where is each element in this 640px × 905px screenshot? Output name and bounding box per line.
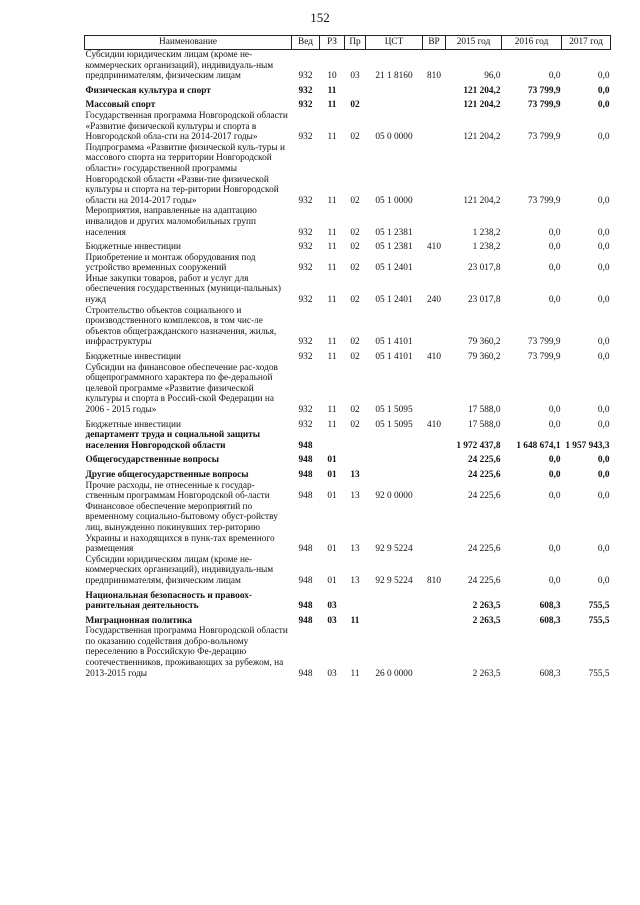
cell-2016: 0,0 <box>548 491 561 502</box>
cell-pr: 02 <box>350 419 360 430</box>
column-header-vr: ВР <box>423 36 446 50</box>
cell-vr <box>423 363 446 416</box>
cell-rz: 11 <box>327 263 337 274</box>
cell-2015: 2 263,5 <box>472 668 501 679</box>
cell-rz: 03 <box>327 601 337 612</box>
cell-pr <box>345 82 366 97</box>
cell-vr <box>423 96 446 111</box>
cell-rz: 11 <box>327 227 337 238</box>
cell-name: Строительство объектов социального и производственного комплексов, в том чис-ле объектов общегражданского назначения, жилья, инфраструктуры <box>85 305 277 348</box>
cell-2017: 0,0 <box>597 132 610 143</box>
cell-2015: 23 017,8 <box>467 263 501 274</box>
cell-ved: 948 <box>298 440 313 451</box>
cell-pr <box>345 587 366 612</box>
cell-rz: 11 <box>327 405 337 415</box>
cell-cst: 05 1 5095 <box>375 405 413 415</box>
cell-2017: 0,0 <box>597 455 610 466</box>
cell-2017: 0,0 <box>597 263 610 274</box>
cell-vr: 410 <box>427 419 441 430</box>
cell-ved: 948 <box>298 455 313 466</box>
table-row <box>85 348 611 363</box>
cell-cst: 05 1 2401 <box>375 263 413 274</box>
cell-2015: 121 204,2 <box>463 132 501 143</box>
cell-cst: 05 1 5095 <box>375 419 413 430</box>
cell-2017: 755,5 <box>588 601 610 612</box>
cell-rz: 11 <box>327 132 337 143</box>
cell-ved: 948 <box>298 668 313 679</box>
cell-cst <box>366 430 423 451</box>
table-row <box>85 466 611 481</box>
cell-vr <box>423 82 446 97</box>
cell-2015: 17 588,0 <box>467 405 501 415</box>
cell-rz: 01 <box>327 491 337 502</box>
column-header-2017: 2017 год <box>562 36 611 50</box>
cell-cst: 05 1 4101 <box>375 352 413 363</box>
cell-cst: 05 0 0000 <box>375 132 413 143</box>
cell-2016: 608,3 <box>539 601 561 612</box>
cell-rz: 03 <box>327 668 337 679</box>
column-header-ved: Вед <box>292 36 320 50</box>
table-row <box>85 416 611 431</box>
cell-name: Другие общегосударственные вопросы <box>85 469 249 480</box>
cell-2016: 1 648 674,1 <box>516 440 561 451</box>
cell-rz: 11 <box>327 242 337 253</box>
table-row <box>85 451 611 466</box>
cell-2015: 1 238,2 <box>472 242 501 253</box>
column-header-pr: Пр <box>345 36 366 50</box>
cell-cst <box>366 96 423 111</box>
table-row <box>85 253 611 274</box>
cell-ved: 948 <box>298 469 313 480</box>
cell-2015: 96,0 <box>484 71 501 82</box>
cell-2017: 0,0 <box>597 469 610 480</box>
cell-rz: 01 <box>327 455 337 466</box>
cell-vr: 810 <box>427 71 441 82</box>
cell-pr <box>345 451 366 466</box>
table-row <box>85 206 611 238</box>
cell-name: Прочие расходы, не отнесенные к государ-ственным программам Новгородской об-ласти <box>85 480 270 502</box>
cell-ved: 948 <box>298 491 313 502</box>
cell-rz: 10 <box>327 71 337 82</box>
cell-rz: 11 <box>327 337 337 348</box>
cell-name: Подпрограмма «Развитие физической куль-туры и массового спорта на территории Новгородской области» государственной программы Новгородской области «Разви-тие физической культуры и спорта на тер-ритории Новгородской области на 2014-2017 годы» <box>85 142 285 206</box>
table-row <box>85 96 611 111</box>
cell-2016: 0,0 <box>548 419 561 430</box>
cell-pr: 13 <box>350 491 360 502</box>
cell-vr: 410 <box>427 352 441 363</box>
cell-ved: 932 <box>298 295 313 306</box>
cell-cst: 26 0 0000 <box>375 668 413 679</box>
cell-pr: 11 <box>350 668 360 679</box>
cell-cst: 05 1 2381 <box>375 242 413 253</box>
cell-name: Бюджетные инвестиции <box>85 352 181 363</box>
cell-2015: 121 204,2 <box>463 195 501 206</box>
cell-vr <box>423 253 446 274</box>
cell-vr <box>423 502 446 555</box>
cell-2015: 2 263,5 <box>472 615 501 626</box>
cell-pr: 02 <box>350 227 360 238</box>
cell-2017: 0,0 <box>597 419 610 430</box>
cell-name: Миграционная политика <box>85 615 192 626</box>
cell-ved: 948 <box>298 601 313 612</box>
cell-2016: 73 799,9 <box>527 85 561 96</box>
cell-2015: 1 972 437,8 <box>456 440 501 451</box>
cell-pr: 02 <box>350 405 360 415</box>
cell-cst: 92 9 5224 <box>375 575 413 586</box>
cell-ved: 932 <box>298 227 313 238</box>
table-row <box>85 363 611 416</box>
table-body <box>85 50 611 680</box>
cell-cst: 92 9 5224 <box>375 544 413 555</box>
cell-ved: 932 <box>298 263 313 274</box>
column-header-cst: ЦСТ <box>366 36 423 50</box>
table-row <box>85 481 611 502</box>
cell-2017: 0,0 <box>597 405 610 415</box>
cell-2015: 79 360,2 <box>467 337 501 348</box>
cell-2016: 608,3 <box>539 615 561 626</box>
cell-2016: 0,0 <box>548 469 561 480</box>
column-header-2016: 2016 год <box>502 36 562 50</box>
cell-2016: 73 799,9 <box>527 132 561 143</box>
cell-ved: 932 <box>298 195 313 206</box>
cell-ved: 948 <box>298 544 313 555</box>
cell-name: Национальная безопасность и правоох-ранительная деятельность <box>85 590 252 612</box>
cell-name: Государственная программа Новгородской области по оказанию содействия добро-вольному переселению в Российскую Фе-дерацию соотечественников, проживающих за рубежом, на 2013-2015 годы <box>85 626 288 679</box>
cell-pr: 02 <box>350 242 360 253</box>
cell-pr: 02 <box>350 100 360 111</box>
table-row <box>85 111 611 143</box>
cell-name: Субсидии на финансовое обеспечение рас-ходов общепрограммного характера по фе-деральной целевой программе «Развитие физической культуры и спорта в Россий-ской Федерации на 2006 - 2015 годы» <box>85 362 278 415</box>
table-header-row <box>85 36 611 50</box>
cell-2016: 73 799,9 <box>527 195 561 206</box>
cell-pr <box>345 430 366 451</box>
cell-2017: 0,0 <box>597 491 610 502</box>
cell-cst <box>366 82 423 97</box>
cell-ved: 932 <box>298 405 313 415</box>
column-header-name: Наименование <box>85 36 292 50</box>
cell-pr: 02 <box>350 195 360 206</box>
cell-name: Субсидии юридическим лицам (кроме не-коммерческих организаций), индивидуаль-ным предпринимателям, физическим лицам <box>85 554 274 586</box>
cell-ved: 932 <box>298 71 313 82</box>
cell-vr <box>423 451 446 466</box>
cell-2016: 0,0 <box>548 455 561 466</box>
cell-name: Приобретение и монтаж оборудования под устройство временных сооружений <box>85 252 256 274</box>
cell-vr <box>423 306 446 348</box>
cell-2015: 2 263,5 <box>472 601 501 612</box>
cell-2017: 0,0 <box>597 575 610 586</box>
cell-vr: 410 <box>427 242 441 253</box>
cell-rz: 11 <box>327 352 337 363</box>
cell-vr <box>423 111 446 143</box>
cell-2017: 0,0 <box>597 71 610 82</box>
cell-name: Государственная программа Новгородской области «Развитие физической культуры и спорта в Новгородской обла-сти на 2014-2017 годы» <box>85 110 288 143</box>
cell-ved: 948 <box>298 575 313 586</box>
cell-2016: 0,0 <box>548 575 561 586</box>
cell-rz: 03 <box>327 615 337 626</box>
cell-name: Иные закупки товаров, работ и услуг для обеспечения государственных (муници-пальных) нужд <box>85 273 281 306</box>
cell-vr <box>423 587 446 612</box>
cell-vr: 810 <box>427 575 441 586</box>
cell-2017: 0,0 <box>597 227 610 238</box>
cell-2015: 121 204,2 <box>463 100 501 111</box>
table-row <box>85 555 611 587</box>
cell-ved: 932 <box>298 419 313 430</box>
cell-name: Субсидии юридическим лицам (кроме не-коммерческих организаций), индивидуаль-ным предпринимателям, физическим лицам <box>85 50 274 82</box>
cell-vr <box>423 612 446 627</box>
column-header-rz: РЗ <box>320 36 345 50</box>
cell-2016: 0,0 <box>548 71 561 82</box>
cell-vr <box>423 430 446 451</box>
cell-rz: 11 <box>327 295 337 306</box>
table-row <box>85 274 611 306</box>
cell-vr <box>423 466 446 481</box>
cell-2016: 608,3 <box>539 668 561 679</box>
table-row <box>85 626 611 679</box>
cell-2016: 0,0 <box>548 263 561 274</box>
cell-2015: 24 225,6 <box>467 455 501 466</box>
cell-2015: 1 238,2 <box>472 227 501 238</box>
cell-rz: 11 <box>327 419 337 430</box>
cell-2017: 1 957 943,3 <box>565 440 610 451</box>
cell-2017: 0,0 <box>597 544 610 555</box>
cell-2016: 73 799,9 <box>527 337 561 348</box>
table-row <box>85 502 611 555</box>
cell-vr <box>423 143 446 207</box>
table-row <box>85 306 611 348</box>
table-row <box>85 430 611 451</box>
table-row <box>85 50 611 82</box>
cell-name: Мероприятия, направленные на адаптацию инвалидов и других маломобильных групп населения <box>85 206 257 238</box>
cell-name: Бюджетные инвестиции <box>85 242 181 253</box>
cell-cst <box>366 466 423 481</box>
cell-pr: 13 <box>350 469 360 480</box>
cell-2016: 0,0 <box>548 295 561 306</box>
cell-2017: 755,5 <box>588 615 610 626</box>
cell-rz: 01 <box>327 544 337 555</box>
cell-cst: 05 1 0000 <box>375 195 413 206</box>
cell-2017: 755,5 <box>588 668 610 679</box>
cell-rz: 01 <box>327 575 337 586</box>
cell-pr: 13 <box>350 575 360 586</box>
cell-pr: 13 <box>350 544 360 555</box>
cell-2015: 24 225,6 <box>467 469 501 480</box>
cell-ved: 932 <box>298 100 313 111</box>
cell-ved: 932 <box>298 337 313 348</box>
cell-vr <box>423 481 446 502</box>
cell-ved: 932 <box>298 132 313 143</box>
cell-vr: 240 <box>427 295 441 306</box>
column-header-2015: 2015 год <box>446 36 502 50</box>
cell-2015: 24 225,6 <box>467 575 501 586</box>
table-row <box>85 143 611 207</box>
cell-name: Физическая культура и спорт <box>85 85 211 96</box>
cell-2015: 24 225,6 <box>467 491 501 502</box>
table-row <box>85 612 611 627</box>
cell-pr: 02 <box>350 337 360 348</box>
cell-2016: 73 799,9 <box>527 100 561 111</box>
cell-vr <box>423 206 446 238</box>
cell-vr <box>423 626 446 679</box>
cell-2017: 0,0 <box>597 85 610 96</box>
cell-2016: 0,0 <box>548 405 561 415</box>
cell-2017: 0,0 <box>597 352 610 363</box>
budget-table <box>84 35 611 679</box>
cell-name: департамент труда и социальной защиты населения Новгородской области <box>85 430 261 451</box>
cell-ved: 932 <box>298 352 313 363</box>
cell-cst <box>366 587 423 612</box>
cell-2017: 0,0 <box>597 295 610 306</box>
cell-ved: 932 <box>298 242 313 253</box>
cell-pr: 02 <box>350 295 360 306</box>
cell-name: Массовый спорт <box>85 100 156 111</box>
cell-ved: 932 <box>298 85 313 96</box>
cell-rz: 11 <box>327 85 337 96</box>
cell-2016: 0,0 <box>548 544 561 555</box>
cell-name: Финансовое обеспечение мероприятий по временному социально-бытовому обуст-ройству лиц, вынужденно покинувших тер-риторию Украины и находящихся в пунк-тах временного размещения <box>85 501 278 555</box>
cell-cst: 05 1 2401 <box>375 295 413 306</box>
cell-cst: 05 1 4101 <box>375 337 413 348</box>
cell-cst <box>366 451 423 466</box>
cell-pr: 11 <box>350 615 360 626</box>
cell-pr: 03 <box>350 71 360 82</box>
cell-2015: 121 204,2 <box>463 85 501 96</box>
cell-pr: 02 <box>350 132 360 143</box>
cell-2016: 0,0 <box>548 227 561 238</box>
cell-cst: 05 1 2381 <box>375 227 413 238</box>
cell-cst: 21 1 8160 <box>375 71 413 82</box>
cell-cst: 92 0 0000 <box>375 491 413 502</box>
cell-name: Бюджетные инвестиции <box>85 419 181 430</box>
table-row <box>85 587 611 612</box>
cell-rz: 01 <box>327 469 337 480</box>
cell-2016: 73 799,9 <box>527 352 561 363</box>
table-row <box>85 82 611 97</box>
cell-pr: 02 <box>350 263 360 274</box>
cell-cst <box>366 612 423 627</box>
cell-2016: 0,0 <box>548 242 561 253</box>
cell-2017: 0,0 <box>597 100 610 111</box>
table-row <box>85 238 611 253</box>
cell-rz: 11 <box>327 195 337 206</box>
cell-2015: 79 360,2 <box>467 352 501 363</box>
page-number: 152 <box>310 10 330 25</box>
cell-2017: 0,0 <box>597 195 610 206</box>
cell-rz: 11 <box>327 100 337 111</box>
cell-2017: 0,0 <box>597 242 610 253</box>
cell-2015: 17 588,0 <box>467 419 501 430</box>
cell-2015: 24 225,6 <box>467 544 501 555</box>
cell-2015: 23 017,8 <box>467 295 501 306</box>
cell-ved: 948 <box>298 615 313 626</box>
cell-pr: 02 <box>350 352 360 363</box>
cell-name: Общегосударственные вопросы <box>85 455 220 466</box>
cell-2017: 0,0 <box>597 337 610 348</box>
cell-rz <box>320 430 345 451</box>
